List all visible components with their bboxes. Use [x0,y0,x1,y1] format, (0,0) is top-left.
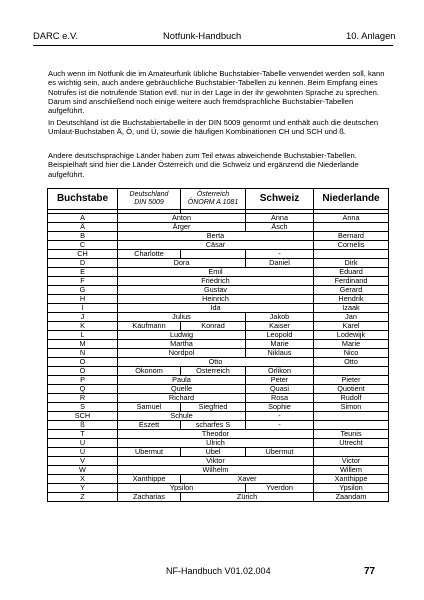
letter-cell: CH [48,250,118,259]
letter-cell: Q [48,385,118,394]
spelling-word-cell: Österreich [181,367,246,376]
table-row [48,304,389,313]
table-row [48,277,389,286]
spelling-word-cell: Dirk [314,259,389,268]
spelling-word-cell: Teunis [314,430,389,439]
table-row [48,448,389,457]
spelling-word-cell: Daniel [246,259,314,268]
table-header-row [48,189,389,210]
spelling-word-cell: Paula [118,376,246,385]
header-deutschland [118,189,181,210]
spelling-word-cell: Ypsilon [314,484,389,493]
spelling-word-cell: Julius [118,313,246,322]
spelling-word-cell: Sophie [246,403,314,412]
letter-cell: U [48,439,118,448]
spelling-word-cell: Yverdon [246,484,314,493]
letter-cell: M [48,340,118,349]
spelling-word-cell: Lodewijk [314,331,389,340]
table-row [48,322,389,331]
spelling-word-cell: Übermut [246,448,314,457]
spelling-word-cell: Richard [118,394,246,403]
spelling-word-cell: Leopold [246,331,314,340]
table-row [48,331,389,340]
spelling-word-cell: Gerard [314,286,389,295]
spelling-word-cell: Jakob [246,313,314,322]
spelling-word-cell: Übel [181,448,246,457]
letter-cell: Z [48,493,118,502]
table-row [48,475,389,484]
table-row [48,484,389,493]
spelling-word-cell: Ludwig [118,331,246,340]
spelling-word-cell: Rosa [246,394,314,403]
spelling-word-cell: Theodor [118,430,314,439]
spelling-word-cell: Bernard [314,232,389,241]
table-row [48,214,389,223]
letter-cell: D [48,259,118,268]
spelling-word-cell [314,421,389,430]
spelling-word-cell [314,448,389,457]
spelling-word-cell: Quelle [118,385,246,394]
letter-cell: L [48,331,118,340]
table-row [48,412,389,421]
table-row [48,295,389,304]
spelling-word-cell: Zaandam [314,493,389,502]
header-organization: DARC e.V. [33,30,78,41]
table-row [48,268,389,277]
letter-cell: ß [48,421,118,430]
letter-cell: P [48,376,118,385]
spelling-word-cell [314,250,389,259]
spelling-word-cell: Ulrich [118,439,314,448]
spelling-word-cell: Willem [314,466,389,475]
letter-cell: X [48,475,118,484]
header-divider [33,45,393,46]
letter-cell: C [48,241,118,250]
spelling-word-cell: Dora [118,259,246,268]
letter-cell: G [48,286,118,295]
spelling-word-cell [314,412,389,421]
letter-cell: N [48,349,118,358]
letter-cell: Ö [48,367,118,376]
table-row [48,232,389,241]
letter-cell: T [48,430,118,439]
spelling-word-cell: Karel [314,322,389,331]
spelling-word-cell [314,367,389,376]
spelling-word-cell: Wilhelm [118,466,314,475]
spelling-word-cell: Ökonom [118,367,181,376]
spelling-word-cell: Kaiser [246,322,314,331]
spelling-word-cell: Simon [314,403,389,412]
din-paragraph: In Deutschland ist die Buchstabiertabelle in der DIN 5009 genormt und enthält auch die deutschen Umlaut-Buchstaben Ä, Ö, und Ü, sowie die häufigen Kombinationen CH und SCH und ß. [48,118,379,137]
spelling-word-cell: Izaak [314,304,389,313]
spelling-word-cell: Übermut [118,448,181,457]
spelling-word-cell: Nico [314,349,389,358]
table-row [48,358,389,367]
intro-paragraph: Auch wenn im Notfunk die im Amateurfunk übliche Buchstabier-Tabelle verwendet werden soll, kann es wichtig sein, auch andere gebräuchliche Buchstabier-Tabellen zu kennen. Beim Empfang eines Notrufes ist die notrufende Station evtl. nur in der Lage in der ihr gewohnten Sprache zu sprechen. Darum sind anschließend noch einige weitere auch fremdsprachliche Buchstabier-Tabellen aufgeführt. [48,69,385,116]
spelling-word-cell: scharfes S [181,421,246,430]
letter-cell: J [48,313,118,322]
spelling-word-cell: Emil [118,268,314,277]
header-niederlande: Niederlande [314,189,389,210]
spelling-word-cell: - [246,412,314,421]
table-row [48,439,389,448]
table-row [48,367,389,376]
other-countries-paragraph: Andere deutschsprachige Länder haben zum Teil etwas abweichende Buchstabier-Tabellen. Beispielhaft sind hier die Länder Österreich und die Schweiz und ergänzend die Niederlande aufgeführt. [48,151,359,179]
header-oesterreich [181,189,246,210]
spelling-word-cell [314,223,389,232]
spelling-word-cell: Ida [118,304,314,313]
letter-cell: R [48,394,118,403]
header-document-title: Notfunk-Handbuch [163,30,242,41]
letter-cell: B [48,232,118,241]
spelling-word-cell: Peter [246,376,314,385]
spelling-word-cell: Rudolf [314,394,389,403]
spelling-word-cell: Heinrich [118,295,314,304]
letter-cell: W [48,466,118,475]
page-number: 77 [364,566,376,577]
header-oesterreich-country: Österreich [196,191,230,198]
spelling-word-cell: Konrad [181,322,246,331]
header-schweiz: Schweiz [246,189,314,210]
letter-cell: H [48,295,118,304]
spelling-word-cell [181,250,246,259]
table-row [48,340,389,349]
table-row [48,457,389,466]
spelling-word-cell: Utrecht [314,439,389,448]
letter-cell: S [48,403,118,412]
spelling-word-cell: Cäsar [118,241,314,250]
spelling-word-cell: Zürich [181,493,314,502]
spelling-word-cell: Viktor [118,457,314,466]
spelling-word-cell: Samuel [118,403,181,412]
letter-cell: Y [48,484,118,493]
table-row [48,241,389,250]
table-row [48,313,389,322]
letter-cell: O [48,358,118,367]
spelling-alphabet-table [47,188,389,502]
table-row [48,286,389,295]
spelling-word-cell: Hendrik [314,295,389,304]
table-row [48,376,389,385]
spelling-word-cell: - [246,421,314,430]
letter-cell: SCH [48,412,118,421]
spelling-word-cell: Jan [314,313,389,322]
spelling-word-cell: Marie [246,340,314,349]
spelling-word-cell: Marie [314,340,389,349]
table-row [48,403,389,412]
spelling-word-cell: Zacharias [118,493,181,502]
spelling-word-cell: Niklaus [246,349,314,358]
table-row [48,421,389,430]
footer-version: NF-Handbuch V01.02.004 [166,566,271,576]
spelling-word-cell: Otto [314,358,389,367]
spelling-word-cell: Xanthippe [118,475,181,484]
spelling-word-cell: Xanthippe [314,475,389,484]
table-row [48,493,389,502]
letter-cell: A [48,214,118,223]
letter-cell: V [48,457,118,466]
spelling-word-cell: Quotient [314,385,389,394]
spelling-word-cell: Charlotte [118,250,181,259]
spelling-word-cell: Eduard [314,268,389,277]
spelling-word-cell: Martha [118,340,246,349]
spelling-word-cell: Otto [118,358,314,367]
spelling-word-cell: Örlikon [246,367,314,376]
spelling-word-cell: Ypsilon [118,484,246,493]
table-row [48,259,389,268]
table-row [48,430,389,439]
table-row [48,394,389,403]
spelling-word-cell: Gustav [118,286,314,295]
spelling-word-cell: Pieter [314,376,389,385]
header-buchstabe: Buchstabe [48,189,118,210]
letter-cell: E [48,268,118,277]
spelling-word-cell: Berta [118,232,314,241]
table-body [48,214,389,502]
spelling-word-cell: Ferdinand [314,277,389,286]
spelling-word-cell: Anna [314,214,389,223]
letter-cell: I [48,304,118,313]
spelling-word-cell: Xaver [181,475,314,484]
spelling-word-cell: Äsch [246,223,314,232]
header-oesterreich-norm: ÖNORM A 1081 [187,199,239,206]
letter-cell: K [48,322,118,331]
header-chapter: 10. Anlagen [346,30,396,41]
table-row [48,385,389,394]
spelling-word-cell: Cornelis [314,241,389,250]
table-row [48,466,389,475]
spelling-word-cell: Nordpol [118,349,246,358]
spelling-word-cell: Anton [118,214,246,223]
spelling-word-cell: Victor [314,457,389,466]
header-deutschland-norm: DIN 5009 [134,199,164,206]
table-row [48,250,389,259]
spelling-word-cell: Anna [246,214,314,223]
spelling-word-cell: Friedrich [118,277,314,286]
spelling-word-cell: Siegfried [181,403,246,412]
spelling-word-cell: Eszett [118,421,181,430]
spelling-word-cell: Schule [118,412,246,421]
letter-cell: Ü [48,448,118,457]
spelling-word-cell: Kaufmann [118,322,181,331]
spelling-word-cell: Ärger [118,223,246,232]
table-row [48,223,389,232]
spelling-word-cell: - [246,250,314,259]
letter-cell: F [48,277,118,286]
table-row [48,349,389,358]
letter-cell: Ä [48,223,118,232]
spelling-word-cell: Quasi [246,385,314,394]
header-deutschland-country: Deutschland [129,191,169,198]
